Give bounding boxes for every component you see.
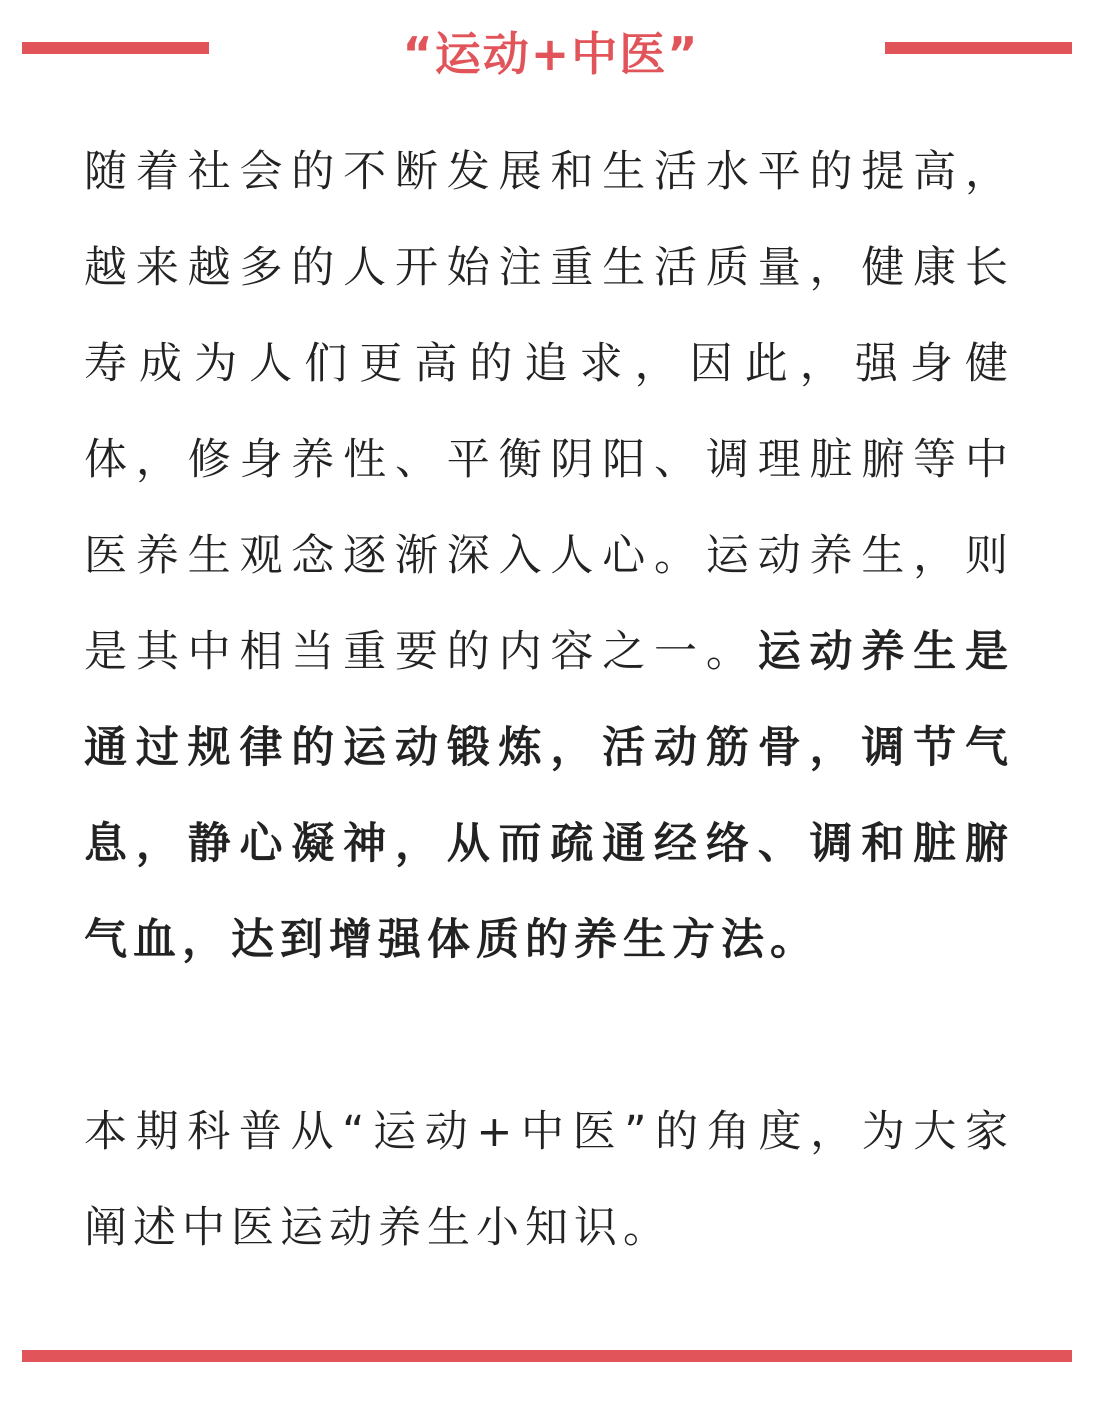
paragraph-gap [84,988,1014,1084]
paragraph-topic: 本期科普从“运动+中医”的角度，为大家阐述中医运动养生小知识。 [84,1107,1014,1253]
paragraph-intro-emphasis: 运动养生是通过规律的运动锻炼，活动筋骨，调节气息，静心凝神，从而疏通经络、调和脏腑气血，达到增强体质的养生方法。 [84,627,1015,965]
paragraph-intro-text: 随着社会的不断发展和生活水平的提高，越来越多的人开始注重生活质量，健康长寿成为人们更高的追求，因此，强身健体，修身养性、平衡阴阳、调理脏腑等中医养生观念逐渐深入人心。运动养生，则是其中相当重要的内容之一。 [84,147,1014,677]
paragraph-intro [84,124,1014,988]
article-body [84,124,1014,1276]
bottom-divider [22,1350,1072,1362]
section-title: “运动+中医” [402,27,700,81]
